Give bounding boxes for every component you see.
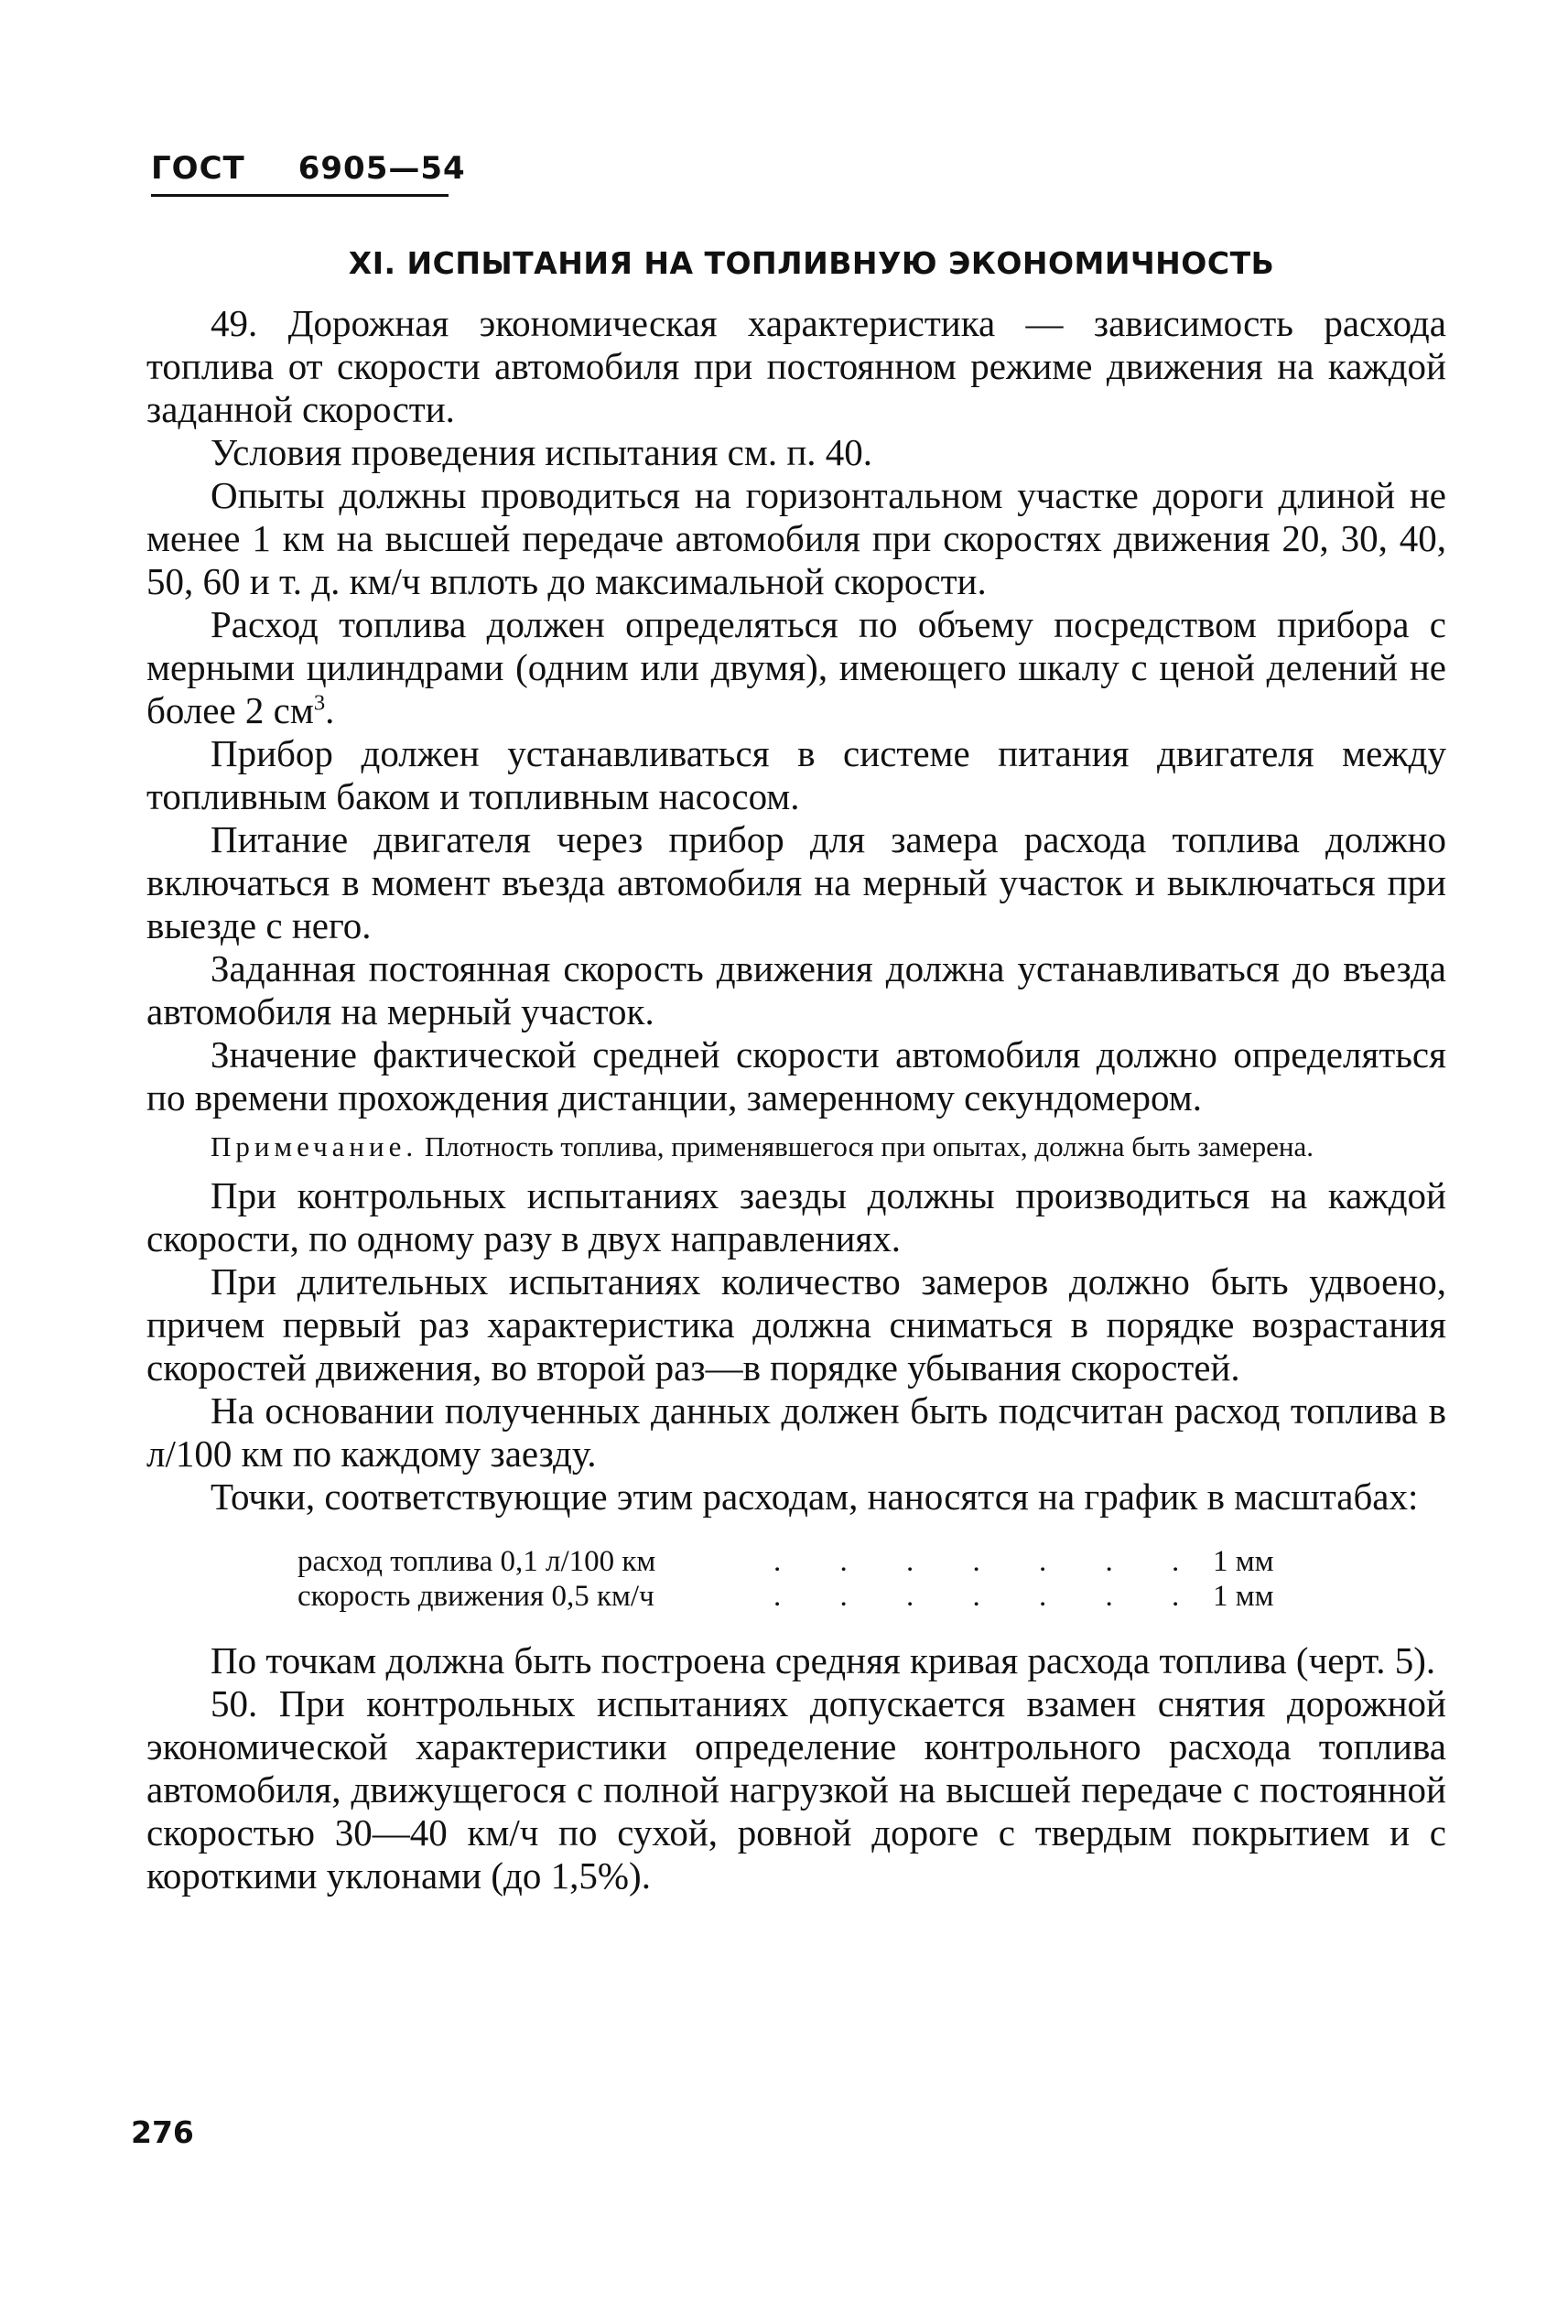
document-header xyxy=(151,150,466,187)
fuel-measure-text: Расход топлива должен определяться по объему посредством прибора с мерными цилиндрами (одним или двумя), имеющего шкалу с ценой делений не более 2 см xyxy=(146,603,1446,731)
scale-row xyxy=(297,1544,1304,1579)
paragraph-50: 50. При контрольных испытаниях допускается взамен снятия дорожной экономической характеристики определение контрольного расхода топлива автомобиля, движущегося с полной нагрузкой на высшей передаче с постоянной скоростью 30—40 км/ч по сухой, ровной дороге с твердым покрытием и с короткими уклонами (до 1,5%). xyxy=(146,1682,1446,1897)
standard-number: 6905—54 xyxy=(297,150,466,187)
paragraph-conditions: Условия проведения испытания см. п. 40. xyxy=(211,431,873,473)
section-title: XI. ИСПЫТАНИЯ НА ТОПЛИВНУЮ ЭКОНОМИЧНОСТЬ xyxy=(348,245,1275,281)
paragraph-control-tests: При контрольных испытаниях заезды должны производиться на каждой скорости, по одному разу в двух направлениях. xyxy=(146,1174,1446,1259)
standard-label: ГОСТ xyxy=(151,150,245,187)
period: . xyxy=(325,689,335,731)
paragraph-long-tests: При длительных испытаниях количество замеров должно быть удвоено, причем первый раз характеристика должна сниматься в порядке возрастания скоростей движения, во второй раз—в порядке убывания скоростей. xyxy=(146,1260,1446,1389)
paragraph-fuel-measure xyxy=(146,603,1446,732)
paragraph-tests: Опыты должны проводиться на горизонтальном участке дороги длиной не менее 1 км на высшей передаче автомобиля при скоростях движения 20, 30, 40, 50, 60 и т. д. км/ч вплоть до максимальной скорости. xyxy=(146,474,1446,602)
header-rule xyxy=(151,194,449,197)
document-body xyxy=(146,302,1446,1897)
paragraph-49: 49. Дорожная экономическая характеристика — зависимость расхода топлива от скорости автомобиля при постоянном режиме движения на каждой заданной скорости. xyxy=(146,302,1446,430)
note xyxy=(146,1130,1446,1163)
scale-name: расход топлива 0,1 л/100 км xyxy=(297,1545,656,1578)
scale-row xyxy=(297,1579,1304,1614)
note-label: Примечание. xyxy=(211,1130,418,1162)
scale-name: скорость движения 0,5 км/ч xyxy=(297,1580,654,1613)
scale-value: 1 мм xyxy=(1213,1580,1274,1613)
note-text: Плотность топлива, применявшегося при опытах, должна быть замерена. xyxy=(424,1130,1314,1162)
scale-value: 1 мм xyxy=(1213,1545,1274,1578)
paragraph-plot-points: Точки, соответствующие этим расходам, наносятся на график в масштабах: xyxy=(211,1475,1419,1518)
paragraph-calculation: На основании полученных данных должен быть подсчитан расход топлива в л/100 км по каждому заезду. xyxy=(146,1389,1446,1475)
scale-dots: . . . . . . . xyxy=(773,1545,1206,1578)
paragraph-constant-speed: Заданная постоянная скорость движения должна устанавливаться до въезда автомобиля на мерный участок. xyxy=(146,947,1446,1032)
paragraph-average-speed: Значение фактической средней скорости автомобиля должно определяться по времени прохождения дистанции, замеренному секундомером. xyxy=(146,1033,1446,1119)
superscript-cubic: 3 xyxy=(313,690,326,716)
paragraph-average-curve: По точкам должна быть построена средняя кривая расхода топлива (черт. 5). xyxy=(211,1639,1436,1681)
paragraph-engine-supply: Питание двигателя через прибор для замера расхода топлива должно включаться в момент въезда автомобиля на мерный участок и выключаться при выезде с него. xyxy=(146,818,1446,946)
scale-dots: . . . . . . . xyxy=(773,1580,1206,1613)
paragraph-device-install: Прибор должен устанавливаться в системе питания двигателя между топливным баком и топливным насосом. xyxy=(146,732,1446,817)
scales-list xyxy=(297,1544,1446,1614)
page-number: 276 xyxy=(131,2114,194,2150)
